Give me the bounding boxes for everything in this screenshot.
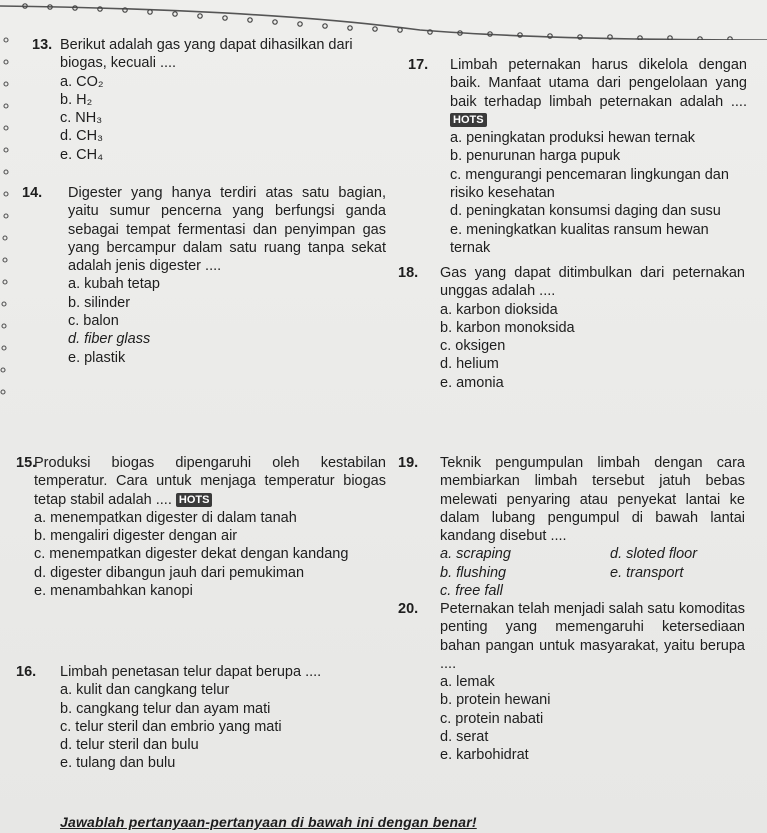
option-a: a. CO₂ <box>60 73 104 90</box>
options-grid <box>440 545 745 600</box>
option-c: c. free fall <box>440 583 503 600</box>
option-a: a. karbon dioksida <box>440 301 558 318</box>
question-stem: Gas yang dapat ditimbulkan dari peternakan unggas adalah .... <box>440 265 745 300</box>
question-number: 18. <box>398 265 419 281</box>
question-number: 16. <box>16 664 37 680</box>
question-20 <box>398 600 745 765</box>
question-number: 19. <box>398 455 419 471</box>
question-stem: Peternakan telah menjadi salah satu komoditas penting yang memengaruhi ketersediaan bahan pangan untuk masyarakat, yaitu berupa .... <box>440 601 745 672</box>
hots-badge: HOTS <box>176 493 213 507</box>
option-a: a. peningkatan produksi hewan ternak <box>450 130 696 147</box>
option-a: a. kubah tetap <box>68 276 160 293</box>
option-b: b. flushing <box>440 564 507 581</box>
option-b: b. mengaliri digester dengan air <box>34 528 238 545</box>
question-stem: Limbah peternakan harus dikelola dengan baik. Manfaat utama dari pengelolaan yang baik terhadap limbah peternakan adalah .... HOTS <box>450 57 747 126</box>
option-d: d. telur steril dan bulu <box>60 737 199 754</box>
question-number: 15. <box>16 455 37 471</box>
question-number: 20. <box>398 601 419 617</box>
option-c: c. NH₃ <box>60 110 103 127</box>
option-c: c. mengurangi pencemaran lingkungan dan risiko kesehatan <box>450 166 729 202</box>
option-e: e. tulang dan bulu <box>60 755 176 772</box>
option-e: e. CH₄ <box>60 146 103 163</box>
question-18 <box>398 264 745 392</box>
question-stem: Digester yang hanya terdiri atas satu bagian, yaitu sumur pencerna yang berfungsi ganda sebagai tempat fermentasi dan penyimpan gas yang bercampur dalam satu ruang tanpa sekat adalah jenis digester .... <box>68 185 386 275</box>
option-a: a. kulit dan cangkang telur <box>60 682 230 699</box>
option-a: a. lemak <box>440 674 495 691</box>
option-c: c. balon <box>68 313 119 330</box>
option-e: e. karbohidrat <box>440 747 529 764</box>
question-19 <box>398 454 745 600</box>
option-b: b. cangkang telur dan ayam mati <box>60 700 271 717</box>
question-number: 17. <box>408 57 429 73</box>
question-number: 14. <box>22 185 43 201</box>
hots-badge: HOTS <box>450 113 487 127</box>
spiral-binding-top-icon <box>0 0 767 40</box>
option-b: b. karbon monoksida <box>440 319 575 336</box>
option-b: b. protein hewani <box>440 692 551 709</box>
question-14 <box>22 184 386 367</box>
question-stem: Produksi biogas dipengaruhi oleh kestabilan temperatur. Cara untuk menjaga temperatur biogas tetap stabil adalah .... HOTS <box>34 455 386 508</box>
option-e: e. plastik <box>68 349 126 366</box>
option-e: e. transport <box>610 564 684 581</box>
question-15 <box>16 454 386 600</box>
question-stem: Berikut adalah gas yang dapat dihasilkan dari biogas, kecuali .... <box>60 37 353 72</box>
question-17 <box>408 56 747 257</box>
option-d: d. serat <box>440 729 489 746</box>
option-c: c. protein nabati <box>440 710 544 727</box>
option-e: e. menambahkan kanopi <box>34 583 193 600</box>
option-b: b. penurunan harga pupuk <box>450 148 621 165</box>
option-c: c. menempatkan digester dekat dengan kandang <box>34 546 349 563</box>
option-a: a. scraping <box>440 546 511 563</box>
option-e: e. amonia <box>440 374 504 391</box>
option-b: b. silinder <box>68 294 131 311</box>
spiral-binding-left-icon <box>0 0 18 833</box>
option-d: d. digester dibangun jauh dari pemukiman <box>34 564 305 581</box>
question-number: 13. <box>32 37 53 53</box>
option-b: b. H₂ <box>60 91 93 108</box>
question-stem: Teknik pengumpulan limbah dengan cara membiarkan limbah tersebut jatuh bebas melewati penyaring atau penyekat lantai ke dalam lubang pengumpul di bawah lantai kandang disebut .... <box>440 455 745 545</box>
option-c: c. telur steril dan embrio yang mati <box>60 718 282 735</box>
option-e: e. meningkatkan kualitas ransum hewan ternak <box>450 221 709 256</box>
option-a: a. menempatkan digester di dalam tanah <box>34 509 297 526</box>
question-16 <box>16 663 385 773</box>
question-13 <box>32 36 385 164</box>
option-d: d. fiber glass <box>68 331 151 348</box>
option-d: d. peningkatan konsumsi daging dan susu <box>450 203 721 220</box>
option-d: d. helium <box>440 356 499 373</box>
option-c: c. oksigen <box>440 338 506 355</box>
option-d: d. CH₃ <box>60 128 103 145</box>
section-instruction: Jawablah pertanyaan-pertanyaan di bawah ini dengan benar! <box>60 814 477 830</box>
question-stem: Limbah penetasan telur dapat berupa .... <box>60 664 322 680</box>
option-d: d. sloted floor <box>610 546 698 563</box>
